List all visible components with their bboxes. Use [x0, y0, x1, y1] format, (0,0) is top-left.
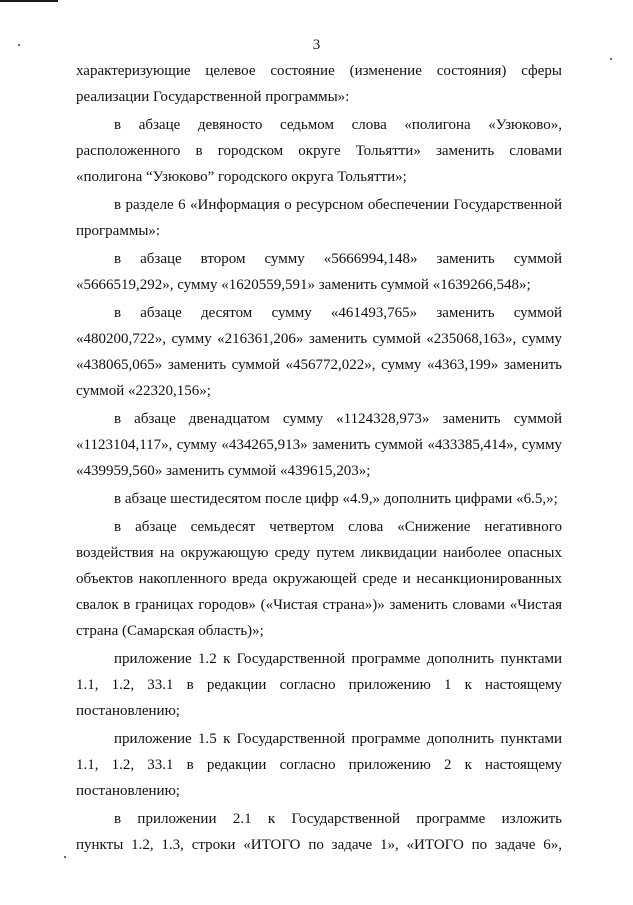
paragraph-line: реализации Государственной программы»:: [76, 89, 350, 105]
paragraph-line: в абзаце десятом сумму «461493,765» заменить суммой: [114, 305, 562, 321]
paragraph-line: в абзаце семьдесят четвертом слова «Снижение негативного: [114, 519, 562, 535]
paragraph-line: в абзаце двенадцатом сумму «1124328,973» заменить суммой: [114, 411, 562, 427]
paragraph: [76, 726, 562, 804]
paragraph: [76, 806, 562, 858]
paragraph: [76, 192, 562, 244]
paragraph-line: приложение 1.2 к Государственной программе дополнить пунктами: [114, 651, 562, 667]
paragraph: [76, 486, 562, 512]
paragraph-line: «5666519,292», сумму «1620559,591» заменить суммой «1639266,548»;: [76, 277, 531, 293]
paragraph-line: в приложении 2.1 к Государственной программе изложить: [114, 811, 562, 827]
paragraph-line: в разделе 6 «Информация о ресурсном обеспечении Государственной: [114, 197, 562, 213]
document-body: [76, 58, 562, 860]
paragraph-line: в абзаце шестидесятом после цифр «4.9,» дополнить цифрами «6.5,»;: [114, 491, 558, 507]
paragraph-line: 1.1, 1.2, 33.1 в редакции согласно приложению 2 к настоящему: [76, 757, 562, 773]
paragraph-line: постановлению;: [76, 703, 180, 719]
paragraph: [76, 58, 562, 110]
paragraph-line: пункты 1.2, 1.3, строки «ИТОГО по задаче 1», «ИТОГО по задаче 6»,: [76, 837, 562, 853]
paragraph-line: расположенного в городском округе Тольятти» заменить словами: [76, 143, 562, 159]
paragraph-line: в абзаце девяносто седьмом слова «полигона «Узюково»,: [114, 117, 562, 133]
paragraph-line: постановлению;: [76, 783, 180, 799]
paragraph-line: «480200,722», сумму «216361,206» заменить суммой «235068,163», сумму: [76, 331, 562, 347]
paragraph-line: свалок в границах городов» («Чистая страна»)» заменить словами «Чистая: [76, 597, 562, 613]
scan-corner-mark: [0, 0, 58, 2]
paragraph-line: объектов накопленного вреда окружающей среде и несанкционированных: [76, 571, 562, 587]
paragraph-line: суммой «22320,156»;: [76, 383, 211, 399]
paragraph-line: характеризующие целевое состояние (изменение состояния) сферы: [76, 63, 562, 79]
paragraph-line: «1123104,117», сумму «434265,913» заменить суммой «433385,414», сумму: [76, 437, 562, 453]
scan-speck: [64, 856, 66, 858]
paragraph-line: приложение 1.5 к Государственной программе дополнить пунктами: [114, 731, 562, 747]
paragraph-line: 1.1, 1.2, 33.1 в редакции согласно приложению 1 к настоящему: [76, 677, 562, 693]
paragraph: [76, 112, 562, 190]
paragraph-line: «439959,560» заменить суммой «439615,203»;: [76, 463, 371, 479]
paragraph: [76, 246, 562, 298]
paragraph-line: в абзаце втором сумму «5666994,148» заменить суммой: [114, 251, 562, 267]
paragraph-line: программы»:: [76, 223, 161, 239]
paragraph-line: воздействия на окружающую среду путем ликвидации наиболее опасных: [76, 545, 562, 561]
paragraph: [76, 646, 562, 724]
paragraph: [76, 300, 562, 404]
paragraph-line: «полигона “Узюково” городского округа Тольятти»;: [76, 169, 407, 185]
page-number: 3: [312, 37, 321, 53]
scan-speck: [610, 58, 612, 60]
paragraph: [76, 514, 562, 644]
paragraph-line: страна (Самарская область)»;: [76, 623, 264, 639]
paragraph-line: «438065,065» заменить суммой «456772,022», сумму «4363,199» заменить: [76, 357, 562, 373]
paragraph: [76, 406, 562, 484]
